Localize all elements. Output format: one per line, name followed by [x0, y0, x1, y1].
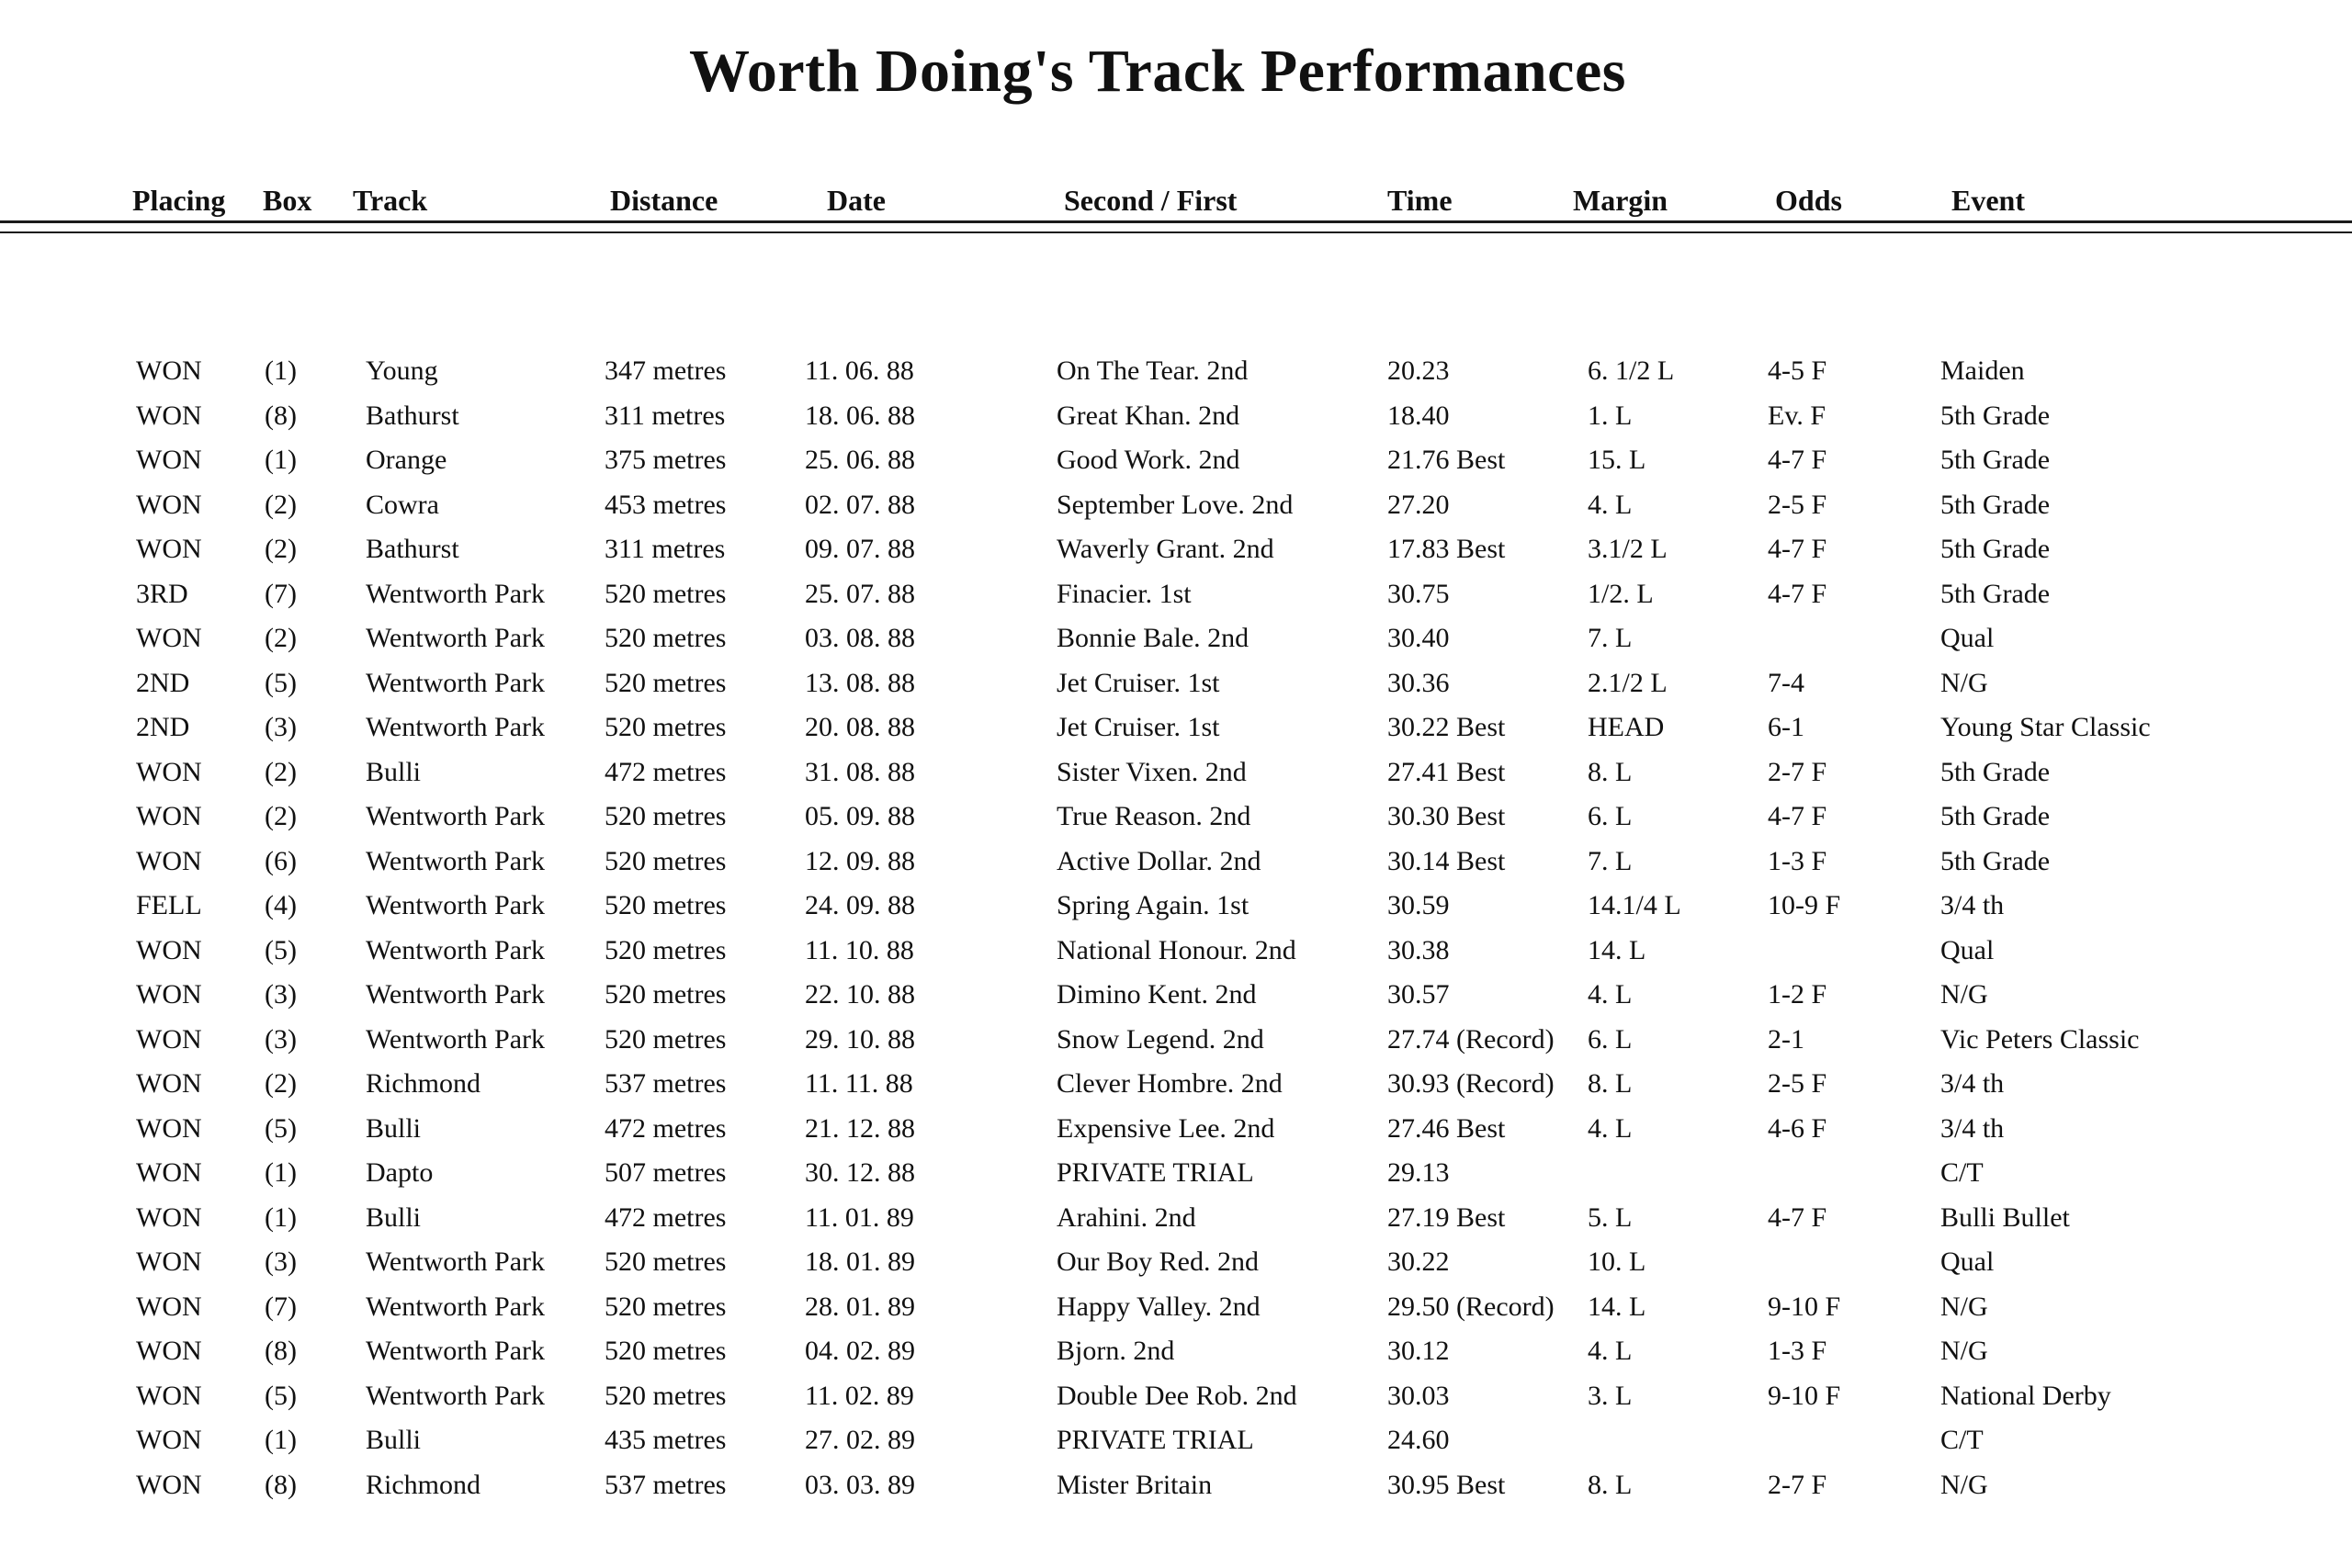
cell-placing: WON	[136, 1425, 202, 1455]
cell-time: 30.95 Best	[1387, 1469, 1506, 1500]
cell-time: 27.46 Best	[1387, 1112, 1506, 1144]
cell-event: N/G	[1940, 1469, 1988, 1500]
cell-date: 11. 01. 89	[805, 1201, 914, 1233]
cell-distance: 520 metres	[605, 667, 727, 698]
cell-second-first: Active Dollar. 2nd	[1057, 845, 1261, 876]
cell-margin: 14. L	[1588, 1291, 1646, 1322]
cell-second-first: Snow Legend. 2nd	[1057, 1023, 1264, 1055]
cell-odds: 10-9 F	[1768, 890, 1841, 920]
cell-event: Bulli Bullet	[1940, 1201, 2070, 1233]
cell-track: Wentworth Park	[366, 1023, 546, 1055]
cell-time: 17.83 Best	[1387, 534, 1506, 564]
cell-placing: WON	[136, 756, 202, 787]
cell-event: 5th Grade	[1940, 578, 2051, 609]
cell-event: 5th Grade	[1940, 801, 2051, 831]
cell-track: Wentworth Park	[366, 845, 546, 876]
cell-odds: 4-7 F	[1768, 445, 1827, 475]
table-row	[0, 1289, 2352, 1334]
cell-time: 20.23	[1387, 355, 1450, 386]
cell-margin: 6. L	[1588, 1023, 1633, 1055]
cell-distance: 472 metres	[605, 1112, 727, 1144]
cell-second-first: Waverly Grant. 2nd	[1057, 534, 1274, 564]
cell-track: Bulli	[366, 1201, 422, 1233]
cell-placing: WON	[136, 934, 202, 965]
table-row	[0, 1422, 2352, 1467]
cell-time: 30.75	[1387, 578, 1450, 609]
cell-odds: 4-7 F	[1768, 801, 1827, 831]
table-row	[0, 976, 2352, 1021]
cell-date: 03. 08. 88	[805, 623, 915, 653]
cell-date: 24. 09. 88	[805, 890, 915, 920]
cell-event: Qual	[1940, 623, 1995, 653]
cell-box: (3)	[265, 1023, 297, 1055]
cell-box: (2)	[265, 801, 297, 831]
cell-box: (6)	[265, 845, 297, 876]
cell-odds: 9-10 F	[1768, 1291, 1841, 1322]
cell-second-first: Bonnie Bale. 2nd	[1057, 623, 1250, 653]
cell-track: Richmond	[366, 1469, 481, 1500]
cell-time: 21.76 Best	[1387, 445, 1506, 475]
cell-distance: 472 metres	[605, 756, 727, 787]
cell-margin: 4. L	[1588, 1112, 1633, 1144]
cell-date: 20. 08. 88	[805, 712, 915, 742]
cell-distance: 520 metres	[605, 1336, 727, 1366]
cell-placing: 2ND	[136, 667, 190, 698]
table-row	[0, 754, 2352, 799]
cell-margin: 6. 1/2 L	[1588, 355, 1675, 386]
table-row	[0, 1155, 2352, 1200]
cell-date: 12. 09. 88	[805, 845, 915, 876]
cell-time: 30.30 Best	[1387, 801, 1506, 831]
cell-event: 5th Grade	[1940, 845, 2051, 876]
cell-margin: 4. L	[1588, 979, 1633, 1010]
cell-event: Young Star Classic	[1940, 712, 2151, 742]
cell-box: (1)	[265, 355, 297, 386]
cell-time: 29.13	[1387, 1157, 1450, 1188]
cell-placing: WON	[136, 355, 202, 386]
cell-track: Bulli	[366, 1112, 422, 1144]
cell-track: Wentworth Park	[366, 623, 546, 653]
cell-track: Wentworth Park	[366, 1336, 546, 1366]
cell-second-first: Jet Cruiser. 1st	[1057, 712, 1220, 742]
cell-placing: WON	[136, 1469, 202, 1500]
cell-placing: WON	[136, 1068, 202, 1099]
cell-event: 5th Grade	[1940, 534, 2051, 564]
cell-distance: 520 metres	[605, 623, 727, 653]
cell-box: (5)	[265, 1380, 297, 1411]
cell-margin: 7. L	[1588, 845, 1633, 876]
header-date: Date	[827, 184, 886, 217]
cell-margin: 15. L	[1588, 445, 1646, 475]
cell-placing: WON	[136, 489, 202, 520]
cell-placing: WON	[136, 1247, 202, 1277]
cell-event: N/G	[1940, 1291, 1988, 1322]
header-time: Time	[1387, 184, 1453, 217]
cell-track: Bulli	[366, 1425, 422, 1455]
cell-box: (5)	[265, 667, 297, 698]
cell-distance: 520 metres	[605, 1247, 727, 1277]
cell-box: (2)	[265, 1068, 297, 1099]
cell-distance: 520 metres	[605, 1023, 727, 1055]
cell-box: (1)	[265, 445, 297, 475]
cell-margin: HEAD	[1588, 712, 1665, 742]
table-row	[0, 932, 2352, 977]
cell-distance: 520 metres	[605, 979, 727, 1010]
cell-odds: 4-7 F	[1768, 578, 1827, 609]
cell-placing: WON	[136, 1023, 202, 1055]
cell-time: 30.40	[1387, 623, 1450, 653]
table-row	[0, 1333, 2352, 1378]
cell-distance: 375 metres	[605, 445, 727, 475]
table-row	[0, 1244, 2352, 1289]
header-placing: Placing	[132, 184, 226, 217]
cell-track: Orange	[366, 445, 447, 475]
header-rule-bottom	[0, 231, 2352, 233]
cell-event: 5th Grade	[1940, 400, 2051, 431]
cell-second-first: Dimino Kent. 2nd	[1057, 979, 1257, 1010]
table-row	[0, 665, 2352, 710]
cell-time: 30.38	[1387, 934, 1450, 965]
cell-track: Bathurst	[366, 400, 459, 431]
cell-box: (2)	[265, 623, 297, 653]
cell-margin: 10. L	[1588, 1247, 1646, 1277]
table-row	[0, 798, 2352, 843]
cell-distance: 537 metres	[605, 1469, 727, 1500]
cell-placing: WON	[136, 1336, 202, 1366]
cell-distance: 435 metres	[605, 1425, 727, 1455]
cell-time: 30.03	[1387, 1380, 1450, 1411]
cell-event: 5th Grade	[1940, 489, 2051, 520]
cell-event: National Derby	[1940, 1380, 2111, 1411]
cell-odds: 2-5 F	[1768, 489, 1827, 520]
cell-margin: 2.1/2 L	[1588, 667, 1668, 698]
page-title: Worth Doing's Track Performances	[689, 38, 1626, 105]
table-row	[0, 1021, 2352, 1066]
cell-box: (5)	[265, 934, 297, 965]
cell-placing: WON	[136, 1201, 202, 1233]
cell-date: 04. 02. 89	[805, 1336, 915, 1366]
cell-date: 09. 07. 88	[805, 534, 915, 564]
cell-event: 5th Grade	[1940, 756, 2051, 787]
cell-time: 30.14 Best	[1387, 845, 1506, 876]
cell-time: 29.50 (Record)	[1387, 1291, 1555, 1322]
cell-distance: 520 metres	[605, 1291, 727, 1322]
cell-track: Bathurst	[366, 534, 459, 564]
cell-date: 11. 02. 89	[805, 1380, 914, 1411]
table-row	[0, 487, 2352, 532]
cell-second-first: Clever Hombre. 2nd	[1057, 1068, 1283, 1099]
cell-track: Cowra	[366, 489, 439, 520]
cell-second-first: Spring Again. 1st	[1057, 890, 1250, 920]
performance-table	[0, 353, 2352, 1511]
cell-date: 18. 01. 89	[805, 1247, 915, 1277]
table-row	[0, 353, 2352, 398]
cell-margin: 14.1/4 L	[1588, 890, 1681, 920]
cell-odds: 7-4	[1768, 667, 1804, 698]
header-odds: Odds	[1775, 184, 1842, 217]
header-track: Track	[353, 184, 428, 217]
table-row	[0, 1111, 2352, 1156]
cell-distance: 453 metres	[605, 489, 727, 520]
cell-margin: 3.1/2 L	[1588, 534, 1668, 564]
cell-box: (3)	[265, 1247, 297, 1277]
cell-margin: 1. L	[1588, 400, 1633, 431]
cell-placing: WON	[136, 1291, 202, 1322]
cell-event: C/T	[1940, 1425, 1984, 1455]
cell-distance: 520 metres	[605, 845, 727, 876]
cell-second-first: Happy Valley. 2nd	[1057, 1291, 1261, 1322]
cell-box: (3)	[265, 979, 297, 1010]
cell-odds: 4-7 F	[1768, 1201, 1827, 1233]
cell-distance: 311 metres	[605, 400, 726, 431]
table-row	[0, 398, 2352, 443]
cell-box: (5)	[265, 1112, 297, 1144]
cell-odds: 4-5 F	[1768, 355, 1827, 386]
cell-track: Wentworth Park	[366, 667, 546, 698]
cell-placing: WON	[136, 979, 202, 1010]
cell-date: 29. 10. 88	[805, 1023, 915, 1055]
cell-box: (8)	[265, 1336, 297, 1366]
cell-event: 5th Grade	[1940, 445, 2051, 475]
cell-track: Young	[366, 355, 438, 386]
cell-placing: WON	[136, 623, 202, 653]
table-row	[0, 442, 2352, 487]
table-row	[0, 1378, 2352, 1423]
table-row	[0, 887, 2352, 932]
cell-placing: WON	[136, 400, 202, 431]
cell-date: 11. 11. 88	[805, 1068, 913, 1099]
cell-date: 28. 01. 89	[805, 1291, 915, 1322]
cell-track: Bulli	[366, 756, 422, 787]
cell-track: Wentworth Park	[366, 1380, 546, 1411]
cell-date: 25. 07. 88	[805, 578, 915, 609]
cell-margin: 3. L	[1588, 1380, 1633, 1411]
cell-placing: WON	[136, 801, 202, 831]
cell-date: 22. 10. 88	[805, 979, 915, 1010]
cell-second-first: PRIVATE TRIAL	[1057, 1425, 1254, 1455]
cell-time: 18.40	[1387, 400, 1450, 431]
cell-time: 27.20	[1387, 489, 1450, 520]
cell-time: 27.41 Best	[1387, 756, 1506, 787]
cell-box: (2)	[265, 489, 297, 520]
cell-second-first: Good Work. 2nd	[1057, 445, 1240, 475]
cell-margin: 8. L	[1588, 1469, 1633, 1500]
cell-placing: WON	[136, 845, 202, 876]
cell-date: 03. 03. 89	[805, 1469, 915, 1500]
cell-second-first: Arahini. 2nd	[1057, 1201, 1196, 1233]
cell-track: Wentworth Park	[366, 801, 546, 831]
cell-event: 3/4 th	[1940, 1068, 2005, 1099]
table-row	[0, 576, 2352, 621]
cell-time: 24.60	[1387, 1425, 1450, 1455]
cell-event: Qual	[1940, 934, 1995, 965]
cell-track: Wentworth Park	[366, 890, 546, 920]
cell-margin: 8. L	[1588, 1068, 1633, 1099]
cell-date: 27. 02. 89	[805, 1425, 915, 1455]
table-row	[0, 1200, 2352, 1245]
cell-track: Wentworth Park	[366, 934, 546, 965]
table-row	[0, 1066, 2352, 1111]
cell-event: N/G	[1940, 667, 1988, 698]
cell-date: 31. 08. 88	[805, 756, 915, 787]
cell-event: N/G	[1940, 979, 1988, 1010]
cell-second-first: Great Khan. 2nd	[1057, 400, 1240, 431]
cell-distance: 507 metres	[605, 1157, 727, 1188]
header-distance: Distance	[610, 184, 718, 217]
cell-odds: 2-5 F	[1768, 1068, 1827, 1099]
cell-time: 30.36	[1387, 667, 1450, 698]
cell-odds: 4-7 F	[1768, 534, 1827, 564]
cell-placing: WON	[136, 534, 202, 564]
cell-box: (1)	[265, 1201, 297, 1233]
cell-odds: 2-7 F	[1768, 756, 1827, 787]
cell-second-first: Mister Britain	[1057, 1469, 1213, 1500]
cell-margin: 1/2. L	[1588, 578, 1654, 609]
cell-box: (8)	[265, 400, 297, 431]
cell-track: Wentworth Park	[366, 578, 546, 609]
cell-time: 30.93 (Record)	[1387, 1068, 1555, 1099]
cell-track: Richmond	[366, 1068, 481, 1099]
cell-box: (2)	[265, 534, 297, 564]
table-row	[0, 531, 2352, 576]
cell-track: Wentworth Park	[366, 979, 546, 1010]
cell-box: (1)	[265, 1425, 297, 1455]
cell-event: N/G	[1940, 1336, 1988, 1366]
cell-time: 27.19 Best	[1387, 1201, 1506, 1233]
cell-time: 30.57	[1387, 979, 1450, 1010]
cell-time: 27.74 (Record)	[1387, 1023, 1555, 1055]
cell-distance: 347 metres	[605, 355, 727, 386]
cell-second-first: Sister Vixen. 2nd	[1057, 756, 1247, 787]
cell-second-first: September Love. 2nd	[1057, 489, 1294, 520]
cell-margin: 7. L	[1588, 623, 1633, 653]
cell-track: Wentworth Park	[366, 1291, 546, 1322]
cell-time: 30.22 Best	[1387, 712, 1506, 742]
cell-box: (7)	[265, 578, 297, 609]
cell-track: Wentworth Park	[366, 1247, 546, 1277]
table-row	[0, 709, 2352, 754]
cell-distance: 520 metres	[605, 890, 727, 920]
cell-second-first: PRIVATE TRIAL	[1057, 1157, 1254, 1188]
header-box: Box	[263, 184, 312, 217]
cell-date: 11. 10. 88	[805, 934, 914, 965]
cell-placing: WON	[136, 1112, 202, 1144]
cell-margin: 6. L	[1588, 801, 1633, 831]
header-event: Event	[1951, 184, 2025, 217]
header-margin: Margin	[1573, 184, 1668, 217]
cell-box: (1)	[265, 1157, 297, 1188]
cell-odds: 1-2 F	[1768, 979, 1827, 1010]
cell-track: Dapto	[366, 1157, 434, 1188]
table-row	[0, 620, 2352, 665]
cell-placing: WON	[136, 1157, 202, 1188]
cell-odds: 6-1	[1768, 712, 1804, 742]
cell-odds: 2-7 F	[1768, 1469, 1827, 1500]
cell-margin: 8. L	[1588, 756, 1633, 787]
cell-distance: 520 metres	[605, 934, 727, 965]
cell-date: 18. 06. 88	[805, 400, 915, 431]
header-second-first: Second / First	[1064, 184, 1238, 217]
cell-distance: 537 metres	[605, 1068, 727, 1099]
cell-distance: 520 metres	[605, 712, 727, 742]
cell-event: Maiden	[1940, 355, 2025, 386]
cell-event: 3/4 th	[1940, 1112, 2005, 1144]
cell-second-first: True Reason. 2nd	[1057, 801, 1251, 831]
cell-date: 02. 07. 88	[805, 489, 915, 520]
cell-margin: 14. L	[1588, 934, 1646, 965]
cell-odds: 1-3 F	[1768, 845, 1827, 876]
cell-date: 30. 12. 88	[805, 1157, 915, 1188]
table-row	[0, 1467, 2352, 1512]
cell-second-first: National Honour. 2nd	[1057, 934, 1296, 965]
cell-event: C/T	[1940, 1157, 1984, 1188]
cell-box: (3)	[265, 712, 297, 742]
cell-box: (2)	[265, 756, 297, 787]
cell-track: Wentworth Park	[366, 712, 546, 742]
cell-date: 25. 06. 88	[805, 445, 915, 475]
cell-date: 05. 09. 88	[805, 801, 915, 831]
cell-placing: WON	[136, 1380, 202, 1411]
table-header	[0, 184, 2352, 231]
cell-distance: 520 metres	[605, 1380, 727, 1411]
cell-margin: 4. L	[1588, 489, 1633, 520]
cell-distance: 311 metres	[605, 534, 726, 564]
cell-date: 13. 08. 88	[805, 667, 915, 698]
cell-time: 30.22	[1387, 1247, 1450, 1277]
table-row	[0, 843, 2352, 888]
cell-event: Qual	[1940, 1247, 1995, 1277]
cell-date: 11. 06. 88	[805, 355, 914, 386]
cell-second-first: On The Tear. 2nd	[1057, 355, 1249, 386]
cell-odds: Ev. F	[1768, 400, 1826, 431]
cell-placing: 2ND	[136, 712, 190, 742]
cell-second-first: Double Dee Rob. 2nd	[1057, 1380, 1297, 1411]
cell-odds: 2-1	[1768, 1023, 1804, 1055]
cell-box: (7)	[265, 1291, 297, 1322]
cell-time: 30.12	[1387, 1336, 1450, 1366]
cell-second-first: Bjorn. 2nd	[1057, 1336, 1175, 1366]
cell-odds: 9-10 F	[1768, 1380, 1841, 1411]
cell-distance: 520 metres	[605, 578, 727, 609]
cell-box: (8)	[265, 1469, 297, 1500]
cell-box: (4)	[265, 890, 297, 920]
cell-event: 3/4 th	[1940, 890, 2005, 920]
cell-odds: 4-6 F	[1768, 1112, 1827, 1144]
cell-date: 21. 12. 88	[805, 1112, 915, 1144]
cell-placing: FELL	[136, 890, 202, 920]
cell-placing: 3RD	[136, 578, 188, 609]
cell-second-first: Jet Cruiser. 1st	[1057, 667, 1220, 698]
cell-second-first: Our Boy Red. 2nd	[1057, 1247, 1259, 1277]
cell-margin: 5. L	[1588, 1201, 1633, 1233]
cell-event: Vic Peters Classic	[1940, 1023, 2140, 1055]
cell-odds: 1-3 F	[1768, 1336, 1827, 1366]
cell-placing: WON	[136, 445, 202, 475]
header-rule-top	[0, 220, 2352, 223]
cell-time: 30.59	[1387, 890, 1450, 920]
cell-distance: 520 metres	[605, 801, 727, 831]
cell-distance: 472 metres	[605, 1201, 727, 1233]
cell-second-first: Finacier. 1st	[1057, 578, 1192, 609]
cell-margin: 4. L	[1588, 1336, 1633, 1366]
cell-second-first: Expensive Lee. 2nd	[1057, 1112, 1275, 1144]
